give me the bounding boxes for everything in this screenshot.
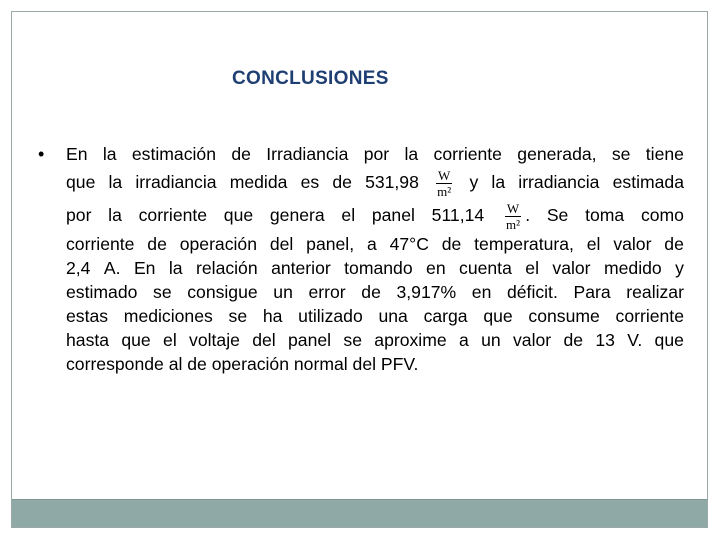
paragraph-word: 511,14 — [431, 205, 485, 225]
paragraph-word: la — [108, 205, 122, 225]
paragraph-word: generada, — [517, 144, 597, 164]
paragraph-word: ha — [262, 306, 283, 326]
paragraph-line — [66, 280, 684, 304]
paragraph-word: panel — [371, 205, 415, 225]
paragraph-line — [66, 166, 684, 199]
paragraph-word: la — [108, 172, 123, 192]
paragraph-word: operación — [179, 234, 257, 254]
paragraph-word: un — [273, 282, 293, 302]
paragraph-word: se — [343, 330, 362, 350]
paragraph-word: la — [491, 172, 506, 192]
paragraph-word: la — [102, 144, 117, 164]
paragraph-word: y — [675, 258, 684, 278]
paragraph-word: en — [426, 258, 446, 278]
slide-title: CONCLUSIONES — [232, 68, 389, 89]
paragraph-word: Se — [546, 205, 569, 225]
paragraph-word: que — [121, 330, 151, 350]
paragraph-word: se — [611, 144, 631, 164]
paragraph-word: corriente — [433, 144, 502, 164]
paragraph-word: de — [332, 172, 352, 192]
paragraph-word: a — [458, 330, 469, 350]
paragraph-word: carga — [423, 306, 468, 326]
paragraph-word: panel — [288, 330, 332, 350]
paragraph-word: la — [404, 144, 419, 164]
paragraph-line — [66, 142, 684, 166]
paragraph-word: en — [471, 282, 492, 302]
paragraph-word: temperatura, — [474, 234, 574, 254]
paragraph-word: utilizado — [298, 306, 363, 326]
paragraph-word: hasta — [66, 330, 110, 350]
paragraph-word: de — [147, 234, 167, 254]
paragraph-word: voltaje — [189, 330, 240, 350]
paragraph-word: valor — [512, 330, 552, 350]
paragraph-word: corriente — [66, 234, 135, 254]
paragraph-word: se — [153, 282, 172, 302]
paragraph-word: mediciones — [123, 306, 213, 326]
unit-fraction-word: $\frac{W}{\text{m²}}$ . — [506, 200, 531, 232]
paragraph-line — [66, 352, 684, 376]
paragraph-word: y — [469, 172, 479, 192]
paragraph-word: anterior — [271, 258, 331, 278]
paragraph-word: Para — [573, 282, 611, 302]
paragraph-word: estimado — [66, 282, 138, 302]
paragraph-word: En — [133, 258, 156, 278]
paragraph-word: que — [483, 306, 513, 326]
paragraph-word: Irradiancia — [266, 144, 349, 164]
paragraph-word: por — [363, 144, 390, 164]
paragraph-word: irradiancia — [135, 172, 217, 192]
paragraph-word: estas — [66, 306, 109, 326]
paragraph-word: realizar — [626, 282, 684, 302]
paragraph-word: toma — [585, 205, 625, 225]
paragraph-word: estimada — [612, 172, 684, 192]
paragraph-word: el — [341, 205, 356, 225]
paragraph-word: de — [361, 282, 381, 302]
paragraph-word: V. — [627, 330, 643, 350]
paragraph-word: por — [66, 205, 92, 225]
paragraph-word: el — [586, 234, 601, 254]
slide — [11, 11, 708, 528]
paragraph-word: como — [640, 205, 684, 225]
paragraph-word: tomando — [344, 258, 413, 278]
paragraph-word: de — [664, 234, 684, 254]
paragraph-word: corresponde al de operación normal del PFV. — [66, 354, 419, 374]
paragraph-word: En — [66, 144, 88, 164]
paragraph-word: irradiancia — [518, 172, 600, 192]
bullet-marker: • — [38, 144, 45, 164]
paragraph-word: relación — [196, 258, 258, 278]
paragraph-line — [66, 256, 684, 280]
unit-fraction — [505, 202, 521, 231]
paragraph-line — [66, 328, 684, 352]
paragraph-word: valor — [552, 258, 591, 278]
paragraph-word: una — [378, 306, 408, 326]
paragraph-word: 531,98 — [365, 172, 419, 192]
paragraph-word: panel, — [306, 234, 355, 254]
unit-fraction — [436, 169, 452, 198]
paragraph-word: el — [525, 258, 539, 278]
paragraph-word: un — [481, 330, 501, 350]
paragraph-line — [66, 199, 684, 232]
paragraph-word: 3,917% — [396, 282, 457, 302]
paragraph-word: de — [231, 144, 251, 164]
paragraph-word: déficit. — [506, 282, 558, 302]
paragraph-word: se — [228, 306, 248, 326]
paragraph-word: medido — [603, 258, 662, 278]
paragraph-word: tiene — [645, 144, 684, 164]
paragraph-word: medida — [229, 172, 288, 192]
paragraph-word: que — [66, 172, 96, 192]
paragraph-word: 2,4 — [66, 258, 91, 278]
paragraph-word: consigue — [187, 282, 258, 302]
paragraph-line — [66, 232, 684, 256]
unit-fraction-word — [432, 166, 456, 199]
paragraph-word: del — [252, 330, 276, 350]
paragraph-word: de — [563, 330, 584, 350]
paragraph-word: valor — [613, 234, 652, 254]
paragraph-word: corriente — [138, 205, 208, 225]
paragraph-word: 47°C — [389, 234, 429, 254]
paragraph-word: cuenta — [459, 258, 512, 278]
footer-bar — [12, 499, 707, 527]
paragraph-line — [66, 304, 684, 328]
paragraph-word: del — [269, 234, 294, 254]
fraction-numerator: W — [438, 167, 451, 183]
conclusion-paragraph — [66, 142, 684, 376]
paragraph-word: la — [168, 258, 183, 278]
paragraph-word: el — [163, 330, 177, 350]
fraction-denominator: m² — [506, 216, 521, 232]
paragraph-word: error — [308, 282, 346, 302]
paragraph-word: A. — [103, 258, 121, 278]
paragraph-word: corriente — [615, 306, 684, 326]
paragraph-word: 13 — [595, 330, 615, 350]
fraction-numerator: W — [506, 200, 520, 216]
paragraph-word: que — [223, 205, 254, 225]
fraction-denominator: m² — [437, 183, 452, 199]
paragraph-word: que — [654, 330, 684, 350]
paragraph-word: genera — [269, 205, 325, 225]
paragraph-word: es — [300, 172, 320, 192]
paragraph-word: de — [441, 234, 462, 254]
paragraph-word: estimación — [131, 144, 216, 164]
paragraph-word: consume — [528, 306, 600, 326]
paragraph-word: aproxime — [374, 330, 447, 350]
paragraph-word: a — [366, 234, 377, 254]
